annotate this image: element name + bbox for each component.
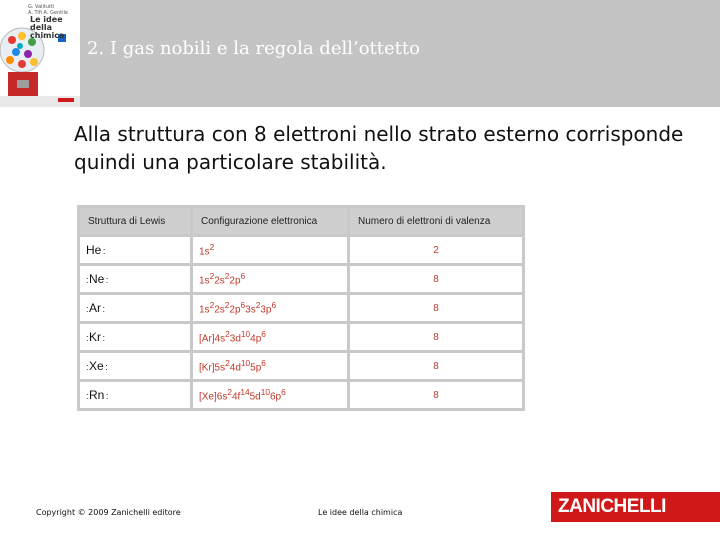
electron-dots-icon: : — [86, 333, 90, 343]
electron-configuration-cell: $[Xe]6s^24f^{14}5d^{10}6p^6$ — [193, 382, 347, 408]
lewis-structure-cell — [80, 295, 190, 321]
zanichelli-logo-text: ZANICHELLI — [558, 496, 666, 517]
valence-electrons-cell: 8 — [350, 353, 522, 379]
table-row — [80, 324, 522, 350]
lewis-structure-cell — [80, 324, 190, 350]
lewis-structure-cell — [80, 266, 190, 292]
table-row — [80, 295, 522, 321]
cover-book-title: Le idee della chimica — [30, 15, 65, 40]
electron-dots-icon: : — [86, 304, 90, 314]
body-paragraph: Alla struttura con 8 elettroni nello strato esterno corrisponde quindi una particolare stabilità. — [74, 122, 684, 174]
table-row — [80, 382, 522, 408]
footer-book-title: Le idee della chimica — [318, 508, 403, 517]
electron-configuration-cell: $[Ar]4s^23d^{10}4p^6$ — [193, 324, 347, 350]
slide-title: 2. I gas nobili e la regola dell’ottetto — [87, 38, 420, 59]
electron-dots-icon: : — [101, 304, 105, 314]
valence-electrons-cell: 8 — [350, 324, 522, 350]
element-symbol: Kr — [89, 330, 102, 344]
electron-configuration-cell: $1s^2$ — [193, 237, 347, 263]
element-symbol: Ne — [89, 272, 105, 286]
electron-dots-icon: : — [103, 362, 107, 372]
cover-publisher-badge — [58, 98, 74, 102]
electron-dots-icon: : — [86, 391, 90, 401]
header-config: Configurazione elettronica — [193, 208, 347, 234]
book-cover-image — [0, 0, 80, 107]
element-symbol: Xe — [89, 359, 104, 373]
element-symbol: Rn — [89, 388, 105, 402]
lewis-structure-cell — [80, 353, 190, 379]
noble-gas-table — [77, 205, 525, 411]
lewis-structure-cell — [80, 237, 190, 263]
electron-dots-icon: : — [86, 362, 90, 372]
element-symbol: He — [86, 243, 102, 257]
valence-electrons-cell: 2 — [350, 237, 522, 263]
table-header-row — [80, 208, 522, 234]
element-symbol: Ar — [89, 301, 102, 315]
cover-authors: G. Valitutti A. Tifi A. Gentile — [28, 4, 68, 16]
electron-dots-icon: : — [86, 275, 90, 285]
header-lewis: Struttura di Lewis — [80, 208, 190, 234]
lewis-structure-cell — [80, 382, 190, 408]
table-row — [80, 353, 522, 379]
table-row — [80, 237, 522, 263]
electron-configuration-cell: $[Kr]5s^24d^{10}5p^6$ — [193, 353, 347, 379]
table-row — [80, 266, 522, 292]
electron-dots-icon: : — [104, 275, 108, 285]
electron-dots-icon: : — [101, 246, 105, 256]
footer-copyright: Copyright © 2009 Zanichelli editore — [36, 508, 181, 517]
electron-dots-icon: : — [101, 333, 105, 343]
valence-electrons-cell: 8 — [350, 382, 522, 408]
electron-dots-icon: : — [104, 391, 108, 401]
header-valence: Numero di elettroni di valenza — [350, 208, 522, 234]
valence-electrons-cell: 8 — [350, 266, 522, 292]
electron-configuration-cell: $1s^22s^22p^6$ — [193, 266, 347, 292]
electron-configuration-cell: $1s^22s^22p^63s^23p^6$ — [193, 295, 347, 321]
valence-electrons-cell: 8 — [350, 295, 522, 321]
